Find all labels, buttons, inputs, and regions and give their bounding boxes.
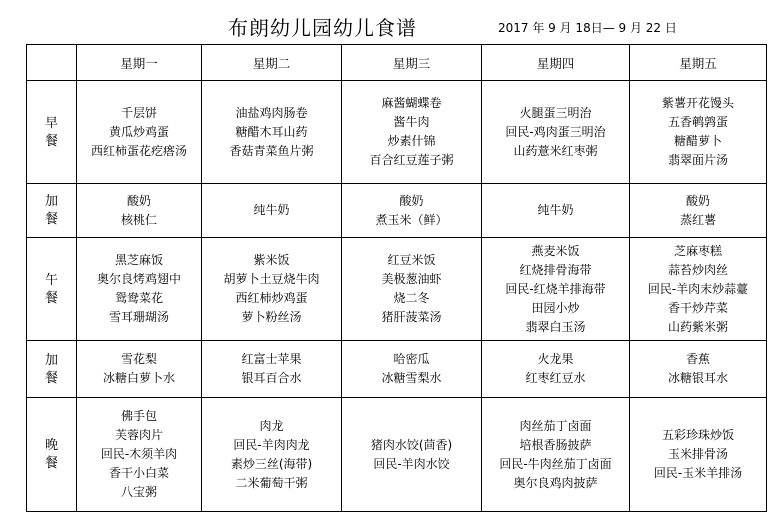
menu-item: 香干小白菜 — [108, 466, 169, 480]
menu-item: 回民-玉米羊排汤 — [653, 466, 743, 480]
menu-cell-snack-am-fri — [630, 184, 767, 238]
menu-item: 猪肝菠菜汤 — [381, 310, 442, 324]
menu-item: 炒素什锦 — [387, 134, 436, 148]
menu-item: 西红柿炒鸡蛋 — [235, 291, 308, 305]
menu-item: 红富士苹果 — [241, 352, 302, 366]
menu-cell-snack-pm-tue — [202, 341, 342, 398]
menu-cell-snack-pm-thu — [482, 341, 630, 398]
menu-item: 香菇青菜鱼片粥 — [229, 143, 314, 158]
menu-item: 培根香肠披萨 — [519, 437, 592, 452]
menu-item: 煮玉米（鲜） — [375, 212, 448, 227]
menu-item: 纯牛奶 — [253, 203, 290, 217]
menu-item: 奥尔良鸡肉披萨 — [513, 475, 598, 490]
menu-item: 五香鹌鹑蛋 — [667, 115, 728, 129]
meal-row-dinner — [27, 398, 767, 512]
menu-item: 火腿蛋三明治 — [519, 105, 592, 120]
menu-item: 回民-鸡肉蛋三明治 — [505, 124, 606, 139]
menu-cell-snack-am-wed — [342, 184, 482, 238]
menu-item: 田园小炒 — [531, 300, 580, 315]
menu-cell-breakfast-wed — [342, 81, 482, 184]
menu-item: 银耳百合水 — [241, 371, 302, 385]
menu-item: 八宝粥 — [120, 485, 157, 499]
menu-item: 回民-牛肉丝茄丁卤面 — [499, 456, 612, 471]
day-header-mon: 星期一 — [77, 45, 202, 81]
meal-label-char: 晚 — [44, 438, 58, 453]
menu-cell-lunch-fri — [630, 238, 767, 341]
menu-item: 百合红豆莲子粥 — [369, 153, 454, 167]
menu-cell-lunch-tue — [202, 238, 342, 341]
menu-item: 雪花梨 — [120, 352, 157, 366]
menu-item: 猪肉水饺(茴香) — [370, 437, 453, 452]
menu-item: 冰糖雪梨水 — [381, 371, 442, 385]
menu-item: 肉龙 — [259, 418, 284, 433]
day-header-tue: 星期二 — [202, 45, 342, 81]
menu-cell-breakfast-tue — [202, 81, 342, 184]
menu-item: 胡萝卜土豆烧牛肉 — [223, 272, 320, 286]
menu-item: 燕麦米饭 — [531, 243, 580, 258]
menu-item: 雪耳珊瑚汤 — [108, 310, 169, 324]
menu-item: 酸奶 — [685, 193, 710, 208]
menu-cell-snack-am-thu — [482, 184, 630, 238]
menu-cell-dinner-thu — [482, 398, 630, 512]
meal-row-lunch — [27, 238, 767, 341]
meal-label-dinner — [27, 398, 77, 512]
menu-item: 玉米排骨汤 — [667, 447, 728, 461]
menu-cell-dinner-wed — [342, 398, 482, 512]
menu-item: 奥尔良烤鸡翅中 — [96, 272, 181, 286]
menu-cell-breakfast-fri — [630, 81, 767, 184]
meal-label-char: 餐 — [44, 212, 58, 227]
menu-item: 五彩珍珠炒饭 — [661, 428, 734, 442]
menu-item: 核桃仁 — [120, 212, 157, 227]
menu-item: 回民-木须羊肉 — [100, 447, 178, 461]
meal-label-lunch — [27, 238, 77, 341]
meal-row-snack-am — [27, 184, 767, 238]
header-row — [27, 45, 767, 81]
menu-item: 火龙果 — [537, 352, 574, 366]
meal-label-char: 餐 — [44, 133, 58, 149]
menu-cell-lunch-thu — [482, 238, 630, 341]
menu-cell-dinner-tue — [202, 398, 342, 512]
menu-cell-snack-am-mon — [77, 184, 202, 238]
menu-cell-lunch-wed — [342, 238, 482, 341]
menu-cell-breakfast-mon — [77, 81, 202, 184]
meal-label-char: 早 — [44, 115, 58, 131]
menu-item: 蒜苔炒肉丝 — [667, 262, 728, 277]
menu-item: 黑芝麻饭 — [114, 253, 163, 267]
menu-item: 冰糖白萝卜水 — [102, 371, 175, 385]
menu-item: 芙蓉肉片 — [114, 428, 163, 442]
menu-item: 香干炒芹菜 — [667, 300, 728, 315]
menu-item: 回民-羊肉水饺 — [373, 456, 450, 471]
menu-item: 酸奶 — [126, 193, 151, 208]
menu-cell-dinner-fri — [630, 398, 767, 512]
page-title: 布朗幼儿园幼儿食谱 — [228, 16, 417, 40]
menu-item: 麻酱蝴蝶卷 — [381, 96, 442, 110]
menu-table — [26, 44, 767, 512]
meal-label-char: 加 — [44, 194, 58, 209]
menu-item: 美极葱油虾 — [381, 272, 442, 286]
menu-cell-lunch-mon — [77, 238, 202, 341]
day-header-thu: 星期四 — [482, 45, 630, 81]
menu-item: 紫薯开花馒头 — [661, 96, 734, 110]
menu-item: 烧二冬 — [393, 291, 430, 305]
menu-cell-breakfast-thu — [482, 81, 630, 184]
menu-item: 油盐鸡肉肠卷 — [235, 105, 308, 120]
menu-item: 红烧排骨海带 — [519, 262, 592, 277]
meal-label-snack-am — [27, 184, 77, 238]
menu-item: 西红柿蛋花疙瘩汤 — [90, 143, 187, 158]
menu-item: 肉丝茄丁卤面 — [519, 418, 592, 433]
menu-item: 山药紫米粥 — [667, 319, 728, 334]
menu-item: 萝卜粉丝汤 — [241, 310, 302, 324]
day-header-wed: 星期三 — [342, 45, 482, 81]
day-header-fri: 星期五 — [630, 45, 767, 81]
menu-item: 红枣红豆水 — [525, 371, 586, 385]
menu-cell-snack-am-tue — [202, 184, 342, 238]
meal-label-snack-pm — [27, 341, 77, 398]
menu-item: 哈密瓜 — [393, 352, 430, 366]
menu-item: 山药薏米红枣粥 — [513, 143, 598, 158]
meal-label-char: 餐 — [44, 456, 58, 471]
menu-item: 芝麻枣糕 — [673, 243, 722, 258]
meal-label-char: 加 — [44, 352, 58, 368]
menu-item: 黄瓜炒鸡蛋 — [108, 124, 169, 139]
corner-cell — [27, 45, 77, 81]
menu-item: 糖醋木耳山药 — [235, 124, 308, 139]
menu-item: 鸳鸯菜花 — [114, 291, 163, 305]
date-range: 2017 年 9 月 18日— 9 月 22 日 — [498, 21, 677, 35]
menu-item: 纯牛奶 — [537, 203, 574, 217]
menu-item: 二米葡萄干粥 — [235, 475, 308, 490]
menu-item: 酸奶 — [399, 193, 424, 208]
menu-item: 回民-羊肉末炒蒜薹 — [647, 281, 749, 296]
menu-item: 冰糖银耳水 — [667, 371, 728, 385]
menu-item: 蒸红薯 — [679, 212, 716, 227]
menu-item: 糖醋萝卜 — [673, 134, 722, 148]
menu-item: 佛手包 — [120, 409, 157, 423]
menu-cell-snack-pm-wed — [342, 341, 482, 398]
menu-item: 酱牛肉 — [393, 115, 430, 129]
menu-cell-snack-pm-fri — [630, 341, 767, 398]
menu-cell-dinner-mon — [77, 398, 202, 512]
meal-label-breakfast — [27, 81, 77, 184]
meal-label-char: 午 — [44, 272, 58, 288]
menu-item: 千层饼 — [120, 105, 157, 120]
menu-item: 回民-羊肉肉龙 — [233, 437, 310, 452]
menu-item: 香蕉 — [685, 352, 710, 366]
menu-cell-snack-pm-mon — [77, 341, 202, 398]
menu-item: 素炒三丝(海带) — [230, 456, 313, 471]
menu-item: 红豆米饭 — [387, 253, 436, 267]
menu-item: 回民-红烧羊排海带 — [505, 281, 606, 296]
menu-item: 翡翠面片汤 — [667, 153, 728, 167]
meal-row-breakfast — [27, 81, 767, 184]
meal-label-char: 餐 — [44, 290, 58, 306]
menu-item: 紫米饭 — [253, 253, 290, 267]
meal-label-char: 餐 — [44, 370, 58, 386]
meal-row-snack-pm — [27, 341, 767, 398]
menu-item: 翡翠白玉汤 — [525, 319, 586, 334]
